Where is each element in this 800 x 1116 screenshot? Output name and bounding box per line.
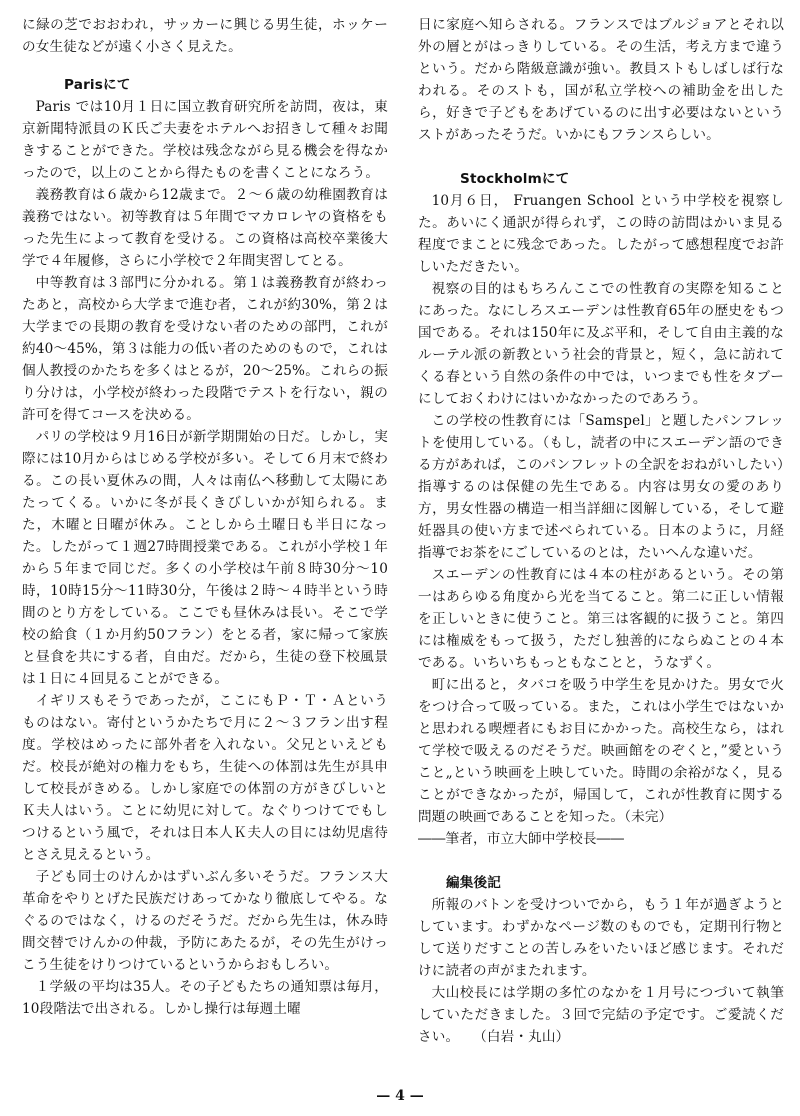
stockholm-paragraph-3: この学校の性教育には「Samspel」と題したパンフレットを使用している。（もし，読者の中にスエーデン語のできる方があれば，このパンフレットの全訳をおねがいしたい）指導するのは保健の先生である。内容は男女の愛のあり方，男女性器の構造一相当詳細に図解している，そして避妊器具の使い方まで述べられている。日本のように，月経指導でお茶をにごしているのとは，たいへんな違いだ。 xyxy=(418,413,784,561)
section-gap xyxy=(418,146,784,168)
stockholm-paragraph-4: スエーデンの性教育には４本の柱があるという。その第一はあらゆる角度から光を当てること。第二に正しい情報を正しいときに使うこと。第三は客観的に扱うこと。第四には権威をもって扱う，ただし独善的にならぬことの４本である。いちいちもっともなことと，うなずく。 xyxy=(418,567,784,671)
paris-paragraph-2: 義務教育は６歳から12歳まで。２～６歳の幼稚園教育は義務ではない。初等教育は５年間でマカロレヤの資格をもった先生によって教育を受ける。この資格は高校卒業後大学で４年履修，さらに小学校で２年間実習してとる。 xyxy=(22,187,388,269)
continuation-paragraph: 日に家庭へ知らされる。フランスではブルジョアとそれ以外の層とがはっきりしている。その生活，考え方まで違うという。だから階級意識が強い。教員ストもしばしば行なわれる。そのストも，国が私立学校への補助金を出したら，好きで子どもをあげているのに出す必要はないというストがあったそうだ。いかにもフランスらしい。 xyxy=(418,17,784,143)
paris-paragraph-4: パリの学校は９月16日が新学期開始の日だ。しかし，実際には10月からはじめる学校が多い。そして６月末で終わる。この長い夏休みの間，人々は南仏へ移動して太陽にあたってくる。いかに冬が長くきびしいかが知られる。また，木曜と日曜が休み。ことしから土曜日も半日になった。したがって１週27時間授業である。これが小学校１年から５年まで同じだ。多くの小学校は午前８時30分～10時，10時15分～11時30分，午後は２時～４時半という時間のとり方をしている。ここでも昼休みは長い。そこで学校の給食（１か月約50フラン）をとる者，家に帰って家族と昼食を共にする者，自由だ。だから，生徒の登下校風景は１日に４回見ることができる。 xyxy=(22,429,388,687)
stockholm-paragraph-1: 10月６日， Fruangen School という中学校を視察した。あいにく通訳が得られず，この時の訪問はかいま見る程度でまことに残念であった。したがって感想程度でお許しいただきたい。 xyxy=(418,193,784,275)
editor-note-heading: 編集後記 xyxy=(446,875,501,891)
stockholm-heading: Stockholmにて xyxy=(460,171,570,187)
paris-paragraph-5: イギリスもそうであったが，ここにもＰ・Ｔ・Ａというものはない。寄付というかたちで月に２～３フラン出す程度。学校はめったに部外者を入れない。父兄といえどもだ。校長が絶対の権力をもち，生徒への体罰は先生が具申して校長がきめる。しかし家庭での体罰の方がきびしいとＫ夫人はいう。ことに幼児に対して。なぐりつけてでもしつけるという風で，それは日本人Ｋ夫人の目には幼児虐待とさえ見えるという。 xyxy=(22,693,388,863)
editor-paragraph-2: 大山校長には学期の多忙のなかを１月号につづいて執筆していただきました。３回で完結の予定です。ご愛読ください。 （白岩・丸山） xyxy=(418,985,784,1045)
author-signature: ――筆者，市立大師中学校長―― xyxy=(418,831,625,847)
paris-paragraph-1: Paris では10月１日に国立教育研究所を訪問，夜は，東京新聞特派員のＫ氏ご夫妻をホテルへお招きして種々お聞きすることができた。学校は残念ながら見る機会を得なかったので，以上のことから得たものを書くことになろう。 xyxy=(22,99,388,181)
right-column xyxy=(418,14,784,1048)
left-column xyxy=(22,14,388,1020)
stockholm-paragraph-5: 町に出ると，タバコを吸う中学生を見かけた。男女で火をつけ合って吸っている。また，これは小学生ではないかと思われる喫煙者にもお目にかかった。高校生なら，はれて学校で吸えるのだそうだ。映画館をのぞくと，”愛ということ„という映画を上映していた。時間の余裕がなく，見ることができなかったが，帰国して，これが性教育に関する問題の映画であることを知った。（未完） xyxy=(418,677,784,825)
page-number: — 4 — xyxy=(376,1088,424,1104)
paris-paragraph-3: 中等教育は３部門に分かれる。第１は義務教育が終わったあと，高校から大学まで進む者，これが約30%，第２は大学までの長期の教育を受けない者のための部門，これが約40～45%，第３は能力の低い者のためのもので，これは個人教授のかたちを多くはとるが，20～25%。これらの振り分けは，小学校が終わった段階でテストを行ない，親の許可を得てコースを決める。 xyxy=(22,275,388,423)
paris-heading: Parisにて xyxy=(64,77,131,93)
editor-paragraph-1: 所報のバトンを受けついでから，もう１年が過ぎようとしています。わずかなページ数のものでも，定期刊行物として送りだすことの苦しみをいたいほど感じます。それだけに読者の声がまたれます。 xyxy=(418,897,784,979)
paris-paragraph-7: １学級の平均は35人。その子どもたちの通知票は毎月，10段階法で出される。しかし操行は毎週土曜 xyxy=(22,979,388,1017)
stockholm-paragraph-2: 視察の目的はもちろんここでの性教育の実際を知ることにあった。なにしろスエーデンは性教育65年の歴史をもつ国である。それは150年に及ぶ平和，そして自由主義的なルーテル派の新教という社会的背景と，短く，急に訪れてくる春という自然の条件の中では，いつまでも性をタブーにしておくわけにはいかなかったのであろう。 xyxy=(418,281,784,407)
paris-paragraph-6: 子ども同士のけんかはずいぶん多いそうだ。フランス大革命をやりとげた民族だけあってかなり徹底してやる。なぐるのではなく，けるのだそうだ。だから先生は，休み時間交替でけんかの仲裁，予防にあたるが，その先生がけっこう生徒をけりつけているというからおもしろい。 xyxy=(22,869,388,973)
intro-paragraph: に緑の芝でおおわれ，サッカーに興じる男生徒，ホッケーの女生徒などが遠く小さく見えた。 xyxy=(22,17,388,55)
